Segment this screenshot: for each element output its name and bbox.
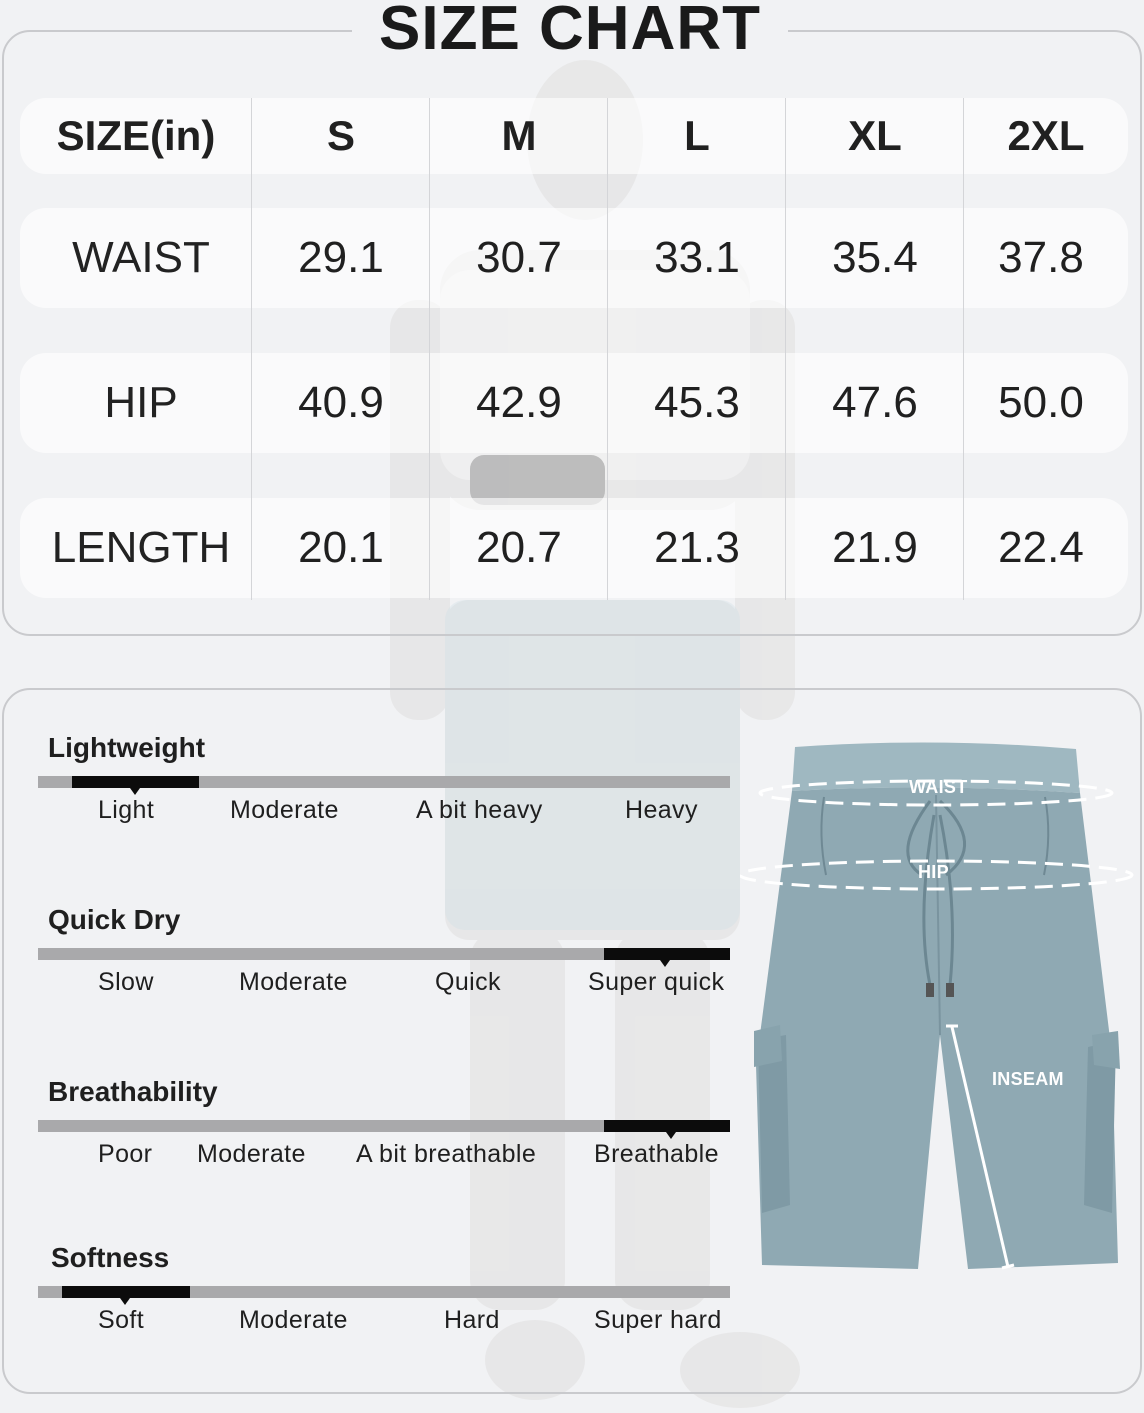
table-header-cell: 2XL [1007, 112, 1085, 159]
inseam-label: INSEAM [992, 1069, 1064, 1089]
table-cell: 30.7 [476, 233, 562, 282]
table-cell: 42.9 [476, 378, 562, 427]
rating-pointer [120, 1298, 130, 1305]
shorts-illustration [740, 735, 1144, 1280]
shorts-icon [740, 735, 1144, 1280]
table-row [20, 353, 1128, 453]
waist-label: WAIST [909, 777, 968, 797]
rating-pointer [666, 1132, 676, 1139]
feature-title: Quick Dry [48, 904, 181, 935]
feature-title: Softness [51, 1242, 170, 1273]
rating-option: Light [98, 796, 155, 824]
column-divider [251, 98, 252, 600]
rating-option: Poor [98, 1140, 153, 1168]
table-cell: 50.0 [998, 378, 1084, 427]
table-row [20, 498, 1128, 598]
rating-option: Soft [98, 1306, 145, 1334]
row-label: LENGTH [51, 523, 231, 572]
rating-option: Super quick [588, 968, 725, 996]
rating-option: Heavy [625, 796, 698, 824]
table-header-cell: S [326, 112, 355, 159]
table-cell: 40.9 [298, 378, 384, 427]
table-cell: 21.3 [654, 523, 740, 572]
table-header-cell: M [501, 112, 537, 159]
rating-option: Breathable [594, 1140, 719, 1168]
rating-option: Moderate [239, 968, 348, 996]
rating-option: A bit heavy [416, 796, 543, 824]
table-cell: 20.7 [476, 523, 562, 572]
table-cell: 35.4 [832, 233, 918, 282]
rating-option: Moderate [239, 1306, 348, 1334]
rating-option: Slow [98, 968, 154, 996]
table-header-cell: XL [848, 112, 902, 159]
table-row [20, 208, 1128, 308]
column-divider [785, 98, 786, 600]
table-cell: 22.4 [998, 523, 1084, 572]
rating-option: Hard [444, 1306, 500, 1334]
rating-indicator [62, 1286, 190, 1298]
rating-indicator [604, 948, 730, 960]
rating-option: Quick [435, 968, 501, 996]
rating-indicator [72, 776, 199, 788]
table-cell: 21.9 [832, 523, 918, 572]
rating-option: Moderate [197, 1140, 306, 1168]
table-cell: 29.1 [298, 233, 384, 282]
table-cell: 33.1 [654, 233, 740, 282]
feature-title: Breathability [48, 1076, 218, 1107]
table-header-cell: L [684, 112, 710, 159]
column-divider [963, 98, 964, 600]
table-cell: 47.6 [832, 378, 918, 427]
table-header-row [20, 98, 1128, 174]
row-label: HIP [104, 378, 178, 427]
rating-pointer [130, 788, 140, 795]
rating-indicator [604, 1120, 730, 1132]
hip-label: HIP [918, 862, 949, 882]
feature-title: Lightweight [48, 732, 206, 763]
rating-option: Super hard [594, 1306, 722, 1334]
column-divider [607, 98, 608, 600]
chart-title: SIZE CHART [352, 0, 788, 60]
table-header-cell: SIZE(in) [56, 112, 216, 159]
row-label: WAIST [72, 233, 210, 282]
rating-pointer [660, 960, 670, 967]
rating-option: Moderate [230, 796, 339, 824]
column-divider [429, 98, 430, 600]
table-cell: 45.3 [654, 378, 740, 427]
rating-option: A bit breathable [356, 1140, 537, 1168]
table-cell: 20.1 [298, 523, 384, 572]
table-cell: 37.8 [998, 233, 1084, 282]
